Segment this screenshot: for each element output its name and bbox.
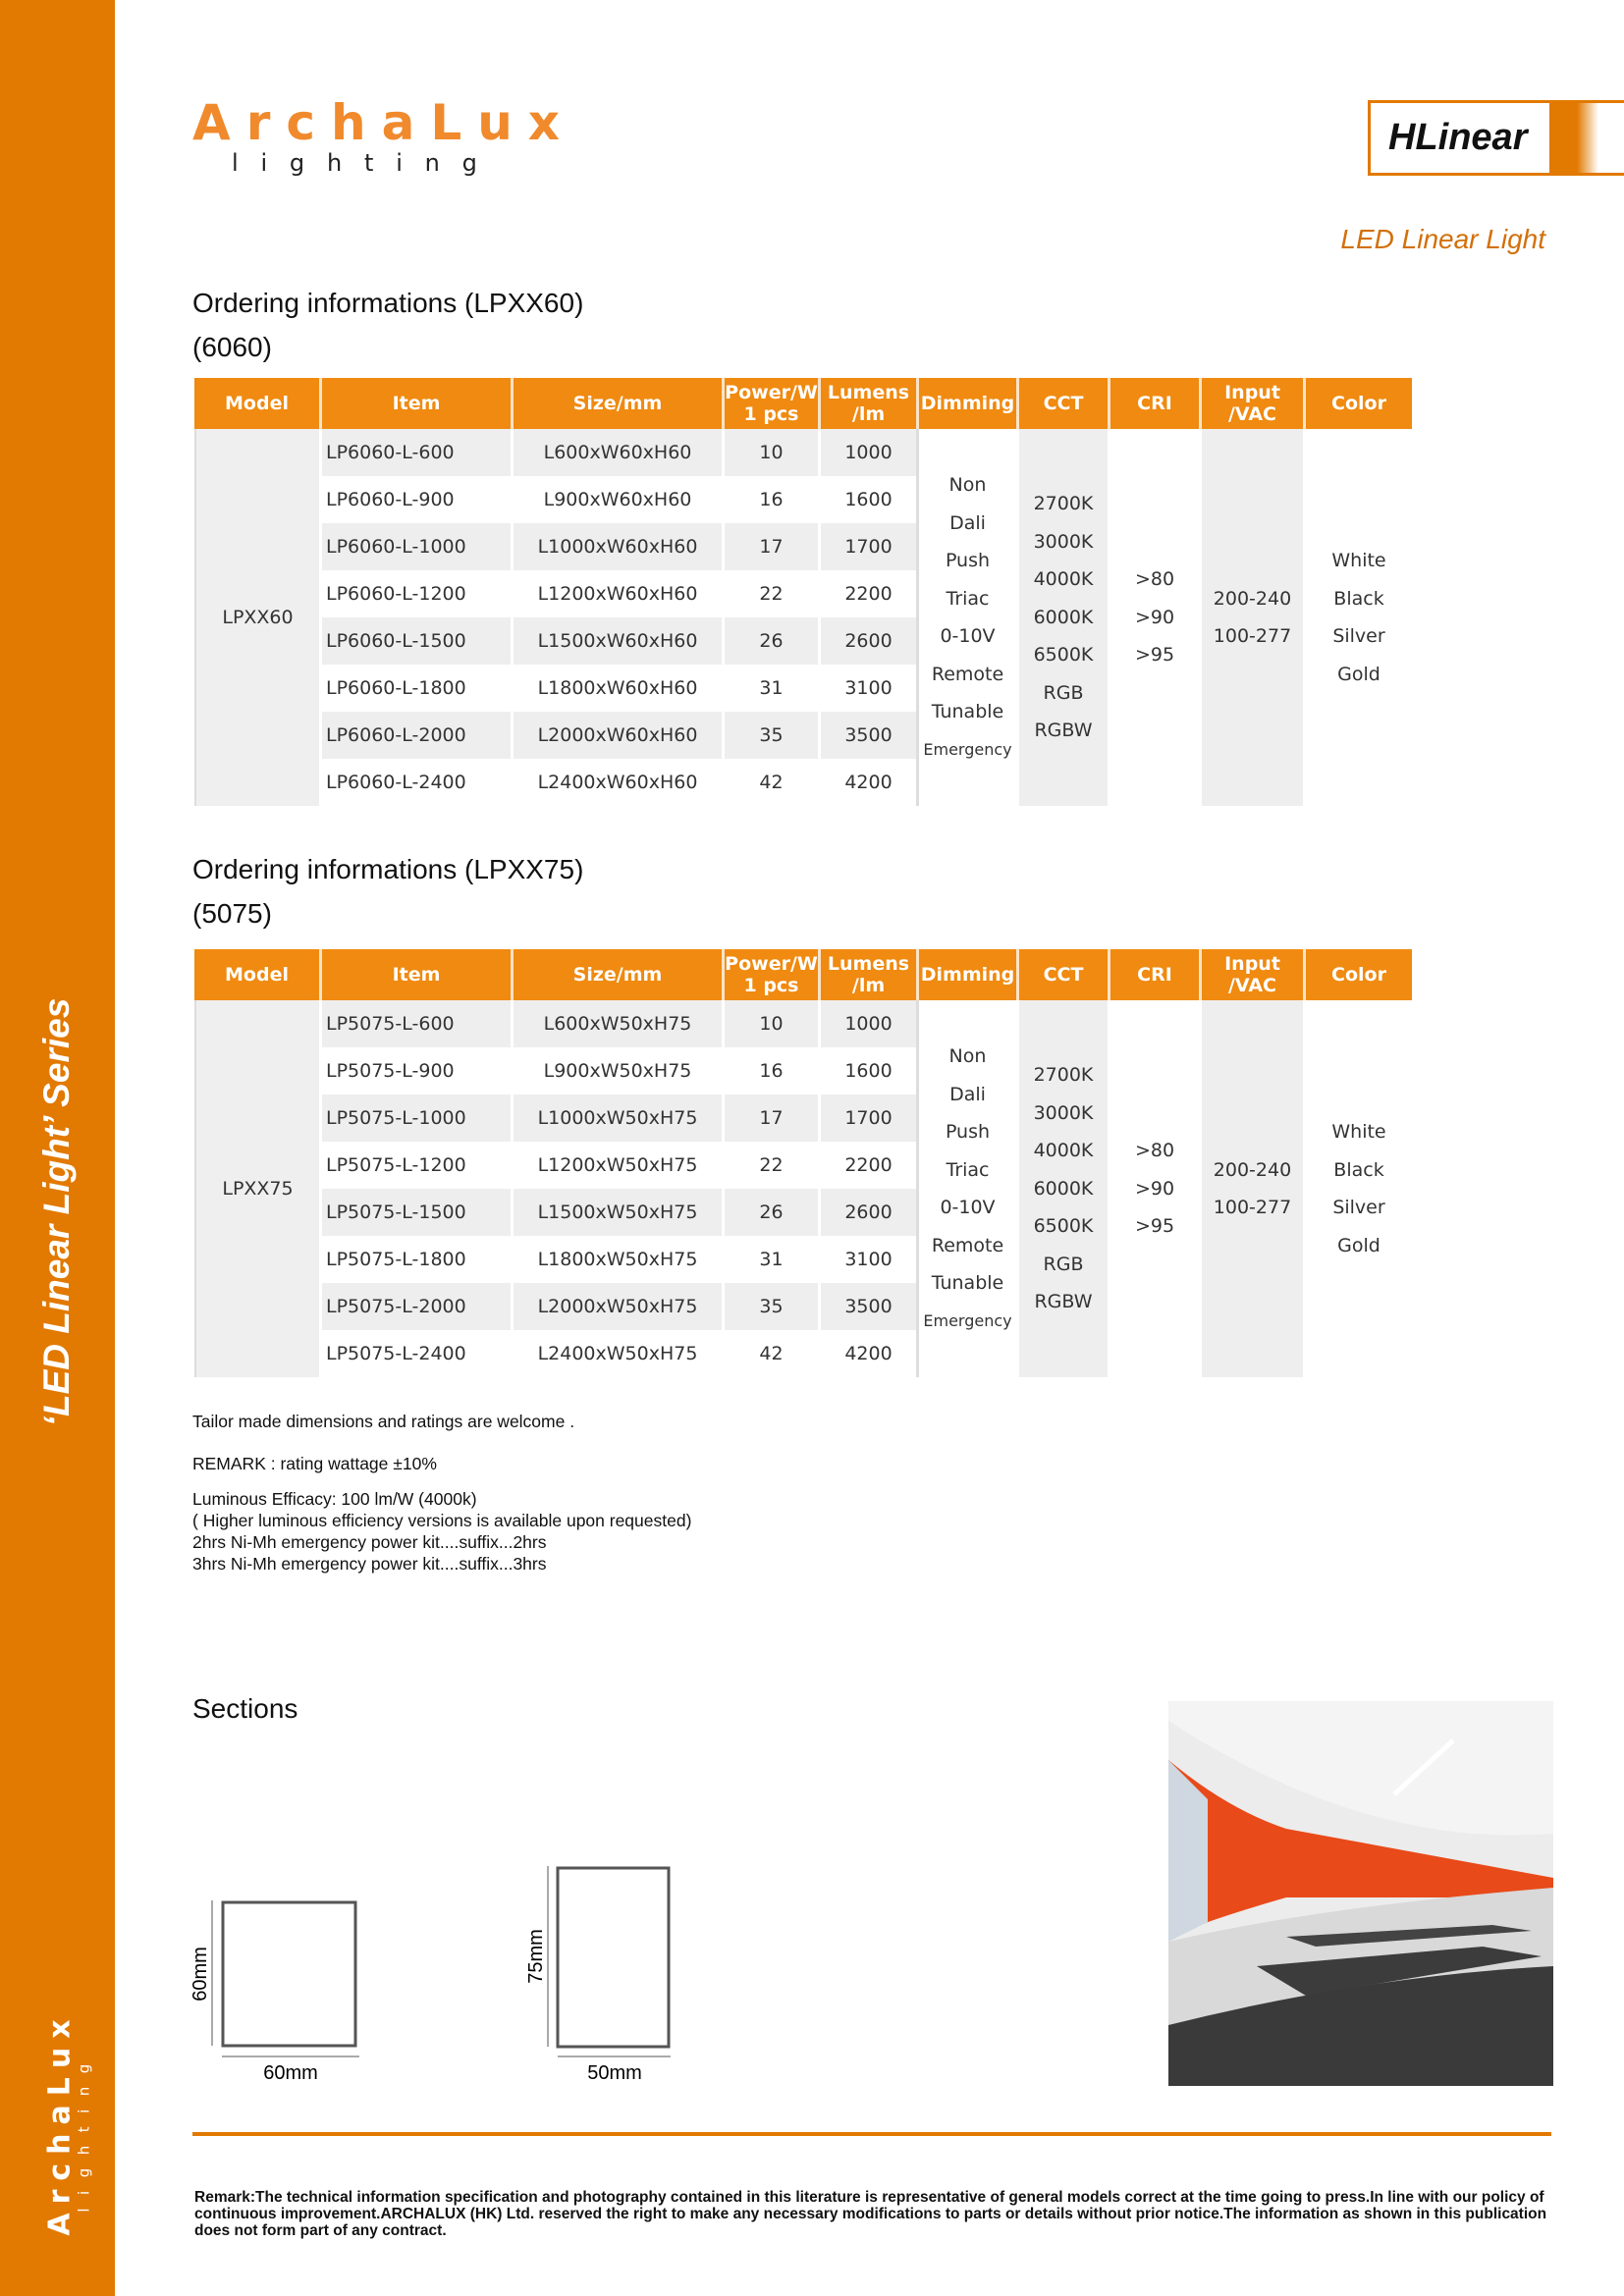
cri-option: >95 bbox=[1134, 644, 1175, 667]
cri-option: >90 bbox=[1134, 606, 1175, 628]
cct-option: 6500K bbox=[1033, 1215, 1094, 1238]
power-cell: 16 bbox=[725, 1047, 821, 1095]
col-model: Model bbox=[194, 378, 322, 429]
color-option: Black bbox=[1333, 587, 1384, 610]
dimming-option: 0-10V bbox=[940, 625, 996, 647]
size-cell: L1200xW50xH75 bbox=[514, 1142, 725, 1189]
cct-option: 2700K bbox=[1033, 1064, 1094, 1087]
cri-option: >95 bbox=[1134, 1215, 1175, 1238]
lumens-cell: 3100 bbox=[821, 1236, 919, 1283]
color-option: Silver bbox=[1332, 1197, 1385, 1218]
model-cell: LPXX75 bbox=[194, 1000, 322, 1377]
cct-option: RGBW bbox=[1034, 1291, 1093, 1313]
item-cell: LP5075-L-1500 bbox=[322, 1189, 514, 1236]
lumens-cell: 1700 bbox=[821, 1095, 919, 1142]
col-input-l1: Input bbox=[1224, 382, 1280, 403]
lumens-cell: 3500 bbox=[821, 1283, 919, 1330]
table2-subtitle: (5075) bbox=[192, 898, 272, 929]
lumens-cell: 2200 bbox=[821, 570, 919, 617]
item-cell: LP5075-L-1000 bbox=[322, 1095, 514, 1142]
col-input bbox=[1202, 949, 1306, 1000]
col-lumens-l2: /lm bbox=[851, 975, 886, 996]
size-cell: L1800xW50xH75 bbox=[514, 1236, 725, 1283]
profile-5075 bbox=[525, 1866, 671, 2084]
lumens-cell: 3100 bbox=[821, 665, 919, 712]
col-cri: CRI bbox=[1110, 949, 1202, 1000]
table-header-row bbox=[194, 378, 1412, 429]
dimming-option: Tunable bbox=[931, 1272, 1004, 1294]
col-lumens-l1: Lumens bbox=[827, 382, 910, 403]
col-model: Model bbox=[194, 949, 322, 1000]
note-kit-2hrs: 2hrs Ni-Mh emergency power kit....suffix...2hrs bbox=[192, 1532, 547, 1552]
ordering-table-lpxx75 bbox=[194, 949, 1412, 1377]
col-input-l1: Input bbox=[1224, 953, 1280, 975]
color-cell bbox=[1306, 429, 1412, 806]
col-item: Item bbox=[322, 378, 514, 429]
input-option: 200-240 bbox=[1213, 1158, 1292, 1181]
power-cell: 16 bbox=[725, 476, 821, 523]
cct-option: 3000K bbox=[1033, 530, 1094, 553]
col-power-l1: Power/W bbox=[725, 953, 818, 975]
power-cell: 42 bbox=[725, 1330, 821, 1377]
item-cell: LP5075-L-1200 bbox=[322, 1142, 514, 1189]
profile-6060-height-label: 60mm bbox=[189, 1947, 211, 2002]
profile-5075-outline bbox=[558, 1868, 669, 2047]
size-cell: L1500xW50xH75 bbox=[514, 1189, 725, 1236]
lumens-cell: 1700 bbox=[821, 523, 919, 570]
cct-cell bbox=[1019, 1000, 1110, 1377]
item-cell: LP6060-L-1500 bbox=[322, 617, 514, 665]
dimming-option: Emergency bbox=[923, 1310, 1012, 1330]
cri-option: >80 bbox=[1134, 1140, 1175, 1162]
item-cell: LP6060-L-1800 bbox=[322, 665, 514, 712]
cct-option: 4000K bbox=[1033, 1140, 1094, 1162]
size-cell: L1000xW60xH60 bbox=[514, 523, 725, 570]
table1-subtitle: (6060) bbox=[192, 332, 272, 362]
input-cell bbox=[1202, 429, 1306, 806]
profile-6060-outline bbox=[223, 1902, 355, 2046]
input-cell bbox=[1202, 1000, 1306, 1377]
cri-cell bbox=[1110, 429, 1202, 806]
color-option: Silver bbox=[1332, 625, 1385, 647]
dimming-option: Emergency bbox=[923, 739, 1012, 759]
col-input-l2: /VAC bbox=[1227, 975, 1276, 996]
size-cell: L600xW50xH75 bbox=[514, 1000, 725, 1047]
sidebar-logo-sub: lighting bbox=[75, 2051, 93, 2213]
col-size: Size/mm bbox=[514, 949, 725, 1000]
dimming-option: Triac bbox=[946, 587, 990, 610]
table-row bbox=[194, 429, 1412, 476]
power-cell: 26 bbox=[725, 1189, 821, 1236]
power-cell: 10 bbox=[725, 429, 821, 476]
size-cell: L1800xW60xH60 bbox=[514, 665, 725, 712]
item-cell: LP6060-L-900 bbox=[322, 476, 514, 523]
item-cell: LP6060-L-1200 bbox=[322, 570, 514, 617]
model-cell: LPXX60 bbox=[194, 429, 322, 806]
power-cell: 42 bbox=[725, 759, 821, 806]
lumens-cell: 2600 bbox=[821, 617, 919, 665]
installation-photo bbox=[1168, 1701, 1553, 2086]
footer-disclaimer: Remark:The technical information specification and photography contained in this literature is representative of general models correct at the time going to press.In line with our policy of continuous improvement.ARCHALUX (HK) Ltd. reserved the right to make any necessary modifications to parts or details without prior notice.The information as shown in this publication does not form part of any contract. bbox=[194, 2189, 1547, 2239]
col-lumens bbox=[821, 949, 919, 1000]
size-cell: L2400xW50xH75 bbox=[514, 1330, 725, 1377]
ordering-table-lpxx60 bbox=[194, 378, 1412, 806]
dimming-option: Dali bbox=[949, 511, 986, 534]
input-option: 100-277 bbox=[1213, 625, 1292, 647]
col-dimming: Dimming bbox=[919, 378, 1019, 429]
col-power bbox=[725, 378, 821, 429]
lumens-cell: 2200 bbox=[821, 1142, 919, 1189]
col-dimming: Dimming bbox=[919, 949, 1019, 1000]
section-drawings bbox=[189, 1845, 742, 2091]
col-power bbox=[725, 949, 821, 1000]
size-cell: L1200xW60xH60 bbox=[514, 570, 725, 617]
power-cell: 35 bbox=[725, 1283, 821, 1330]
size-cell: L2000xW60xH60 bbox=[514, 712, 725, 759]
item-cell: LP6060-L-2400 bbox=[322, 759, 514, 806]
color-option: White bbox=[1331, 550, 1386, 571]
table1-title: Ordering informations (LPXX60) bbox=[192, 288, 584, 318]
lumens-cell: 4200 bbox=[821, 759, 919, 806]
cct-option: 3000K bbox=[1033, 1101, 1094, 1124]
lumens-cell: 2600 bbox=[821, 1189, 919, 1236]
lumens-cell: 1000 bbox=[821, 1000, 919, 1047]
profile-5075-height-label: 75mm bbox=[525, 1929, 547, 1984]
brand-logo-sub: lighting bbox=[232, 149, 500, 177]
size-cell: L900xW60xH60 bbox=[514, 476, 725, 523]
cct-option: 6000K bbox=[1033, 1177, 1094, 1200]
dimming-option: Push bbox=[945, 1121, 991, 1143]
color-option: Black bbox=[1333, 1158, 1384, 1181]
dimming-option: Triac bbox=[946, 1158, 990, 1181]
size-cell: L1000xW50xH75 bbox=[514, 1095, 725, 1142]
lumens-cell: 1600 bbox=[821, 1047, 919, 1095]
col-cct: CCT bbox=[1019, 378, 1110, 429]
size-cell: L1500xW60xH60 bbox=[514, 617, 725, 665]
brand-logo bbox=[192, 94, 576, 177]
lumens-cell: 3500 bbox=[821, 712, 919, 759]
item-cell: LP5075-L-2400 bbox=[322, 1330, 514, 1377]
power-cell: 22 bbox=[725, 1142, 821, 1189]
power-cell: 35 bbox=[725, 712, 821, 759]
dimming-cell bbox=[919, 1000, 1019, 1377]
cri-cell bbox=[1110, 1000, 1202, 1377]
size-cell: L600xW60xH60 bbox=[514, 429, 725, 476]
note-efficacy: Luminous Efficacy: 100 lm/W (4000k) bbox=[192, 1489, 477, 1509]
product-badge bbox=[1368, 100, 1624, 176]
col-lumens-l2: /lm bbox=[851, 403, 886, 425]
item-cell: LP6060-L-2000 bbox=[322, 712, 514, 759]
note-remark: REMARK : rating wattage ±10% bbox=[192, 1454, 437, 1473]
dimming-option: Tunable bbox=[931, 701, 1004, 722]
cct-option: RGB bbox=[1043, 1253, 1084, 1275]
col-power-l2: 1 pcs bbox=[743, 975, 799, 996]
input-option: 100-277 bbox=[1213, 1197, 1292, 1218]
product-subtitle: LED Linear Light bbox=[1340, 224, 1545, 254]
product-badge-label: HLinear bbox=[1388, 117, 1528, 158]
series-label: ‘LED Linear Light’ Series bbox=[36, 997, 77, 1427]
col-color: Color bbox=[1306, 949, 1412, 1000]
power-cell: 17 bbox=[725, 1095, 821, 1142]
cri-option: >90 bbox=[1134, 1177, 1175, 1200]
size-cell: L900xW50xH75 bbox=[514, 1047, 725, 1095]
dimming-option: Non bbox=[948, 474, 987, 496]
dimming-option: Remote bbox=[931, 663, 1004, 685]
col-power-l1: Power/W bbox=[725, 382, 818, 403]
power-cell: 31 bbox=[725, 665, 821, 712]
col-size: Size/mm bbox=[514, 378, 725, 429]
table2-title: Ordering informations (LPXX75) bbox=[192, 854, 584, 884]
brand-logo-main: ArchaLux bbox=[192, 94, 576, 151]
lumens-cell: 1600 bbox=[821, 476, 919, 523]
footer-rule bbox=[192, 2132, 1551, 2136]
col-cri: CRI bbox=[1110, 378, 1202, 429]
sidebar-logo-main: ArchaLux bbox=[42, 2010, 78, 2236]
note-kit-3hrs: 3hrs Ni-Mh emergency power kit....suffix...3hrs bbox=[192, 1554, 547, 1574]
sidebar-logo bbox=[42, 2010, 93, 2236]
profile-6060 bbox=[189, 1900, 359, 2084]
cct-option: 6500K bbox=[1033, 644, 1094, 667]
cct-option: RGB bbox=[1043, 681, 1084, 704]
item-cell: LP5075-L-2000 bbox=[322, 1283, 514, 1330]
color-option: Gold bbox=[1337, 1234, 1380, 1256]
col-item: Item bbox=[322, 949, 514, 1000]
dimming-option: 0-10V bbox=[940, 1197, 996, 1218]
item-cell: LP6060-L-1000 bbox=[322, 523, 514, 570]
profile-5075-width-label: 50mm bbox=[587, 2062, 642, 2084]
power-cell: 22 bbox=[725, 570, 821, 617]
col-cct: CCT bbox=[1019, 949, 1110, 1000]
col-input-l2: /VAC bbox=[1227, 403, 1276, 425]
col-color: Color bbox=[1306, 378, 1412, 429]
item-cell: LP5075-L-1800 bbox=[322, 1236, 514, 1283]
cri-option: >80 bbox=[1134, 568, 1175, 591]
color-option: Gold bbox=[1337, 663, 1380, 685]
table-row bbox=[194, 1000, 1412, 1047]
sidebar-band bbox=[0, 0, 115, 2296]
dimming-option: Remote bbox=[931, 1234, 1004, 1256]
color-cell bbox=[1306, 1000, 1412, 1377]
note-higher: ( Higher luminous efficiency versions is available upon requested) bbox=[192, 1511, 692, 1530]
lumens-cell: 4200 bbox=[821, 1330, 919, 1377]
size-cell: L2000xW50xH75 bbox=[514, 1283, 725, 1330]
col-input bbox=[1202, 378, 1306, 429]
cct-option: RGBW bbox=[1034, 720, 1093, 742]
size-cell: L2400xW60xH60 bbox=[514, 759, 725, 806]
input-option: 200-240 bbox=[1213, 587, 1292, 610]
sections-title: Sections bbox=[192, 1693, 298, 1724]
cct-option: 6000K bbox=[1033, 606, 1094, 628]
dimming-option: Non bbox=[948, 1045, 987, 1067]
col-power-l2: 1 pcs bbox=[743, 403, 799, 425]
cct-option: 2700K bbox=[1033, 493, 1094, 515]
cct-option: 4000K bbox=[1033, 568, 1094, 591]
lumens-cell: 1000 bbox=[821, 429, 919, 476]
item-cell: LP5075-L-900 bbox=[322, 1047, 514, 1095]
color-option: White bbox=[1331, 1121, 1386, 1143]
table-header-row bbox=[194, 949, 1412, 1000]
col-lumens bbox=[821, 378, 919, 429]
col-lumens-l1: Lumens bbox=[827, 953, 910, 975]
power-cell: 26 bbox=[725, 617, 821, 665]
profile-6060-width-label: 60mm bbox=[263, 2062, 318, 2084]
dimming-cell bbox=[919, 429, 1019, 806]
cct-cell bbox=[1019, 429, 1110, 806]
dimming-option: Push bbox=[945, 550, 991, 571]
dimming-option: Dali bbox=[949, 1083, 986, 1105]
note-efficacy-block bbox=[192, 1488, 691, 1575]
power-cell: 10 bbox=[725, 1000, 821, 1047]
item-cell: LP5075-L-600 bbox=[322, 1000, 514, 1047]
power-cell: 17 bbox=[725, 523, 821, 570]
note-tailor: Tailor made dimensions and ratings are welcome . bbox=[192, 1412, 575, 1431]
item-cell: LP6060-L-600 bbox=[322, 429, 514, 476]
power-cell: 31 bbox=[725, 1236, 821, 1283]
